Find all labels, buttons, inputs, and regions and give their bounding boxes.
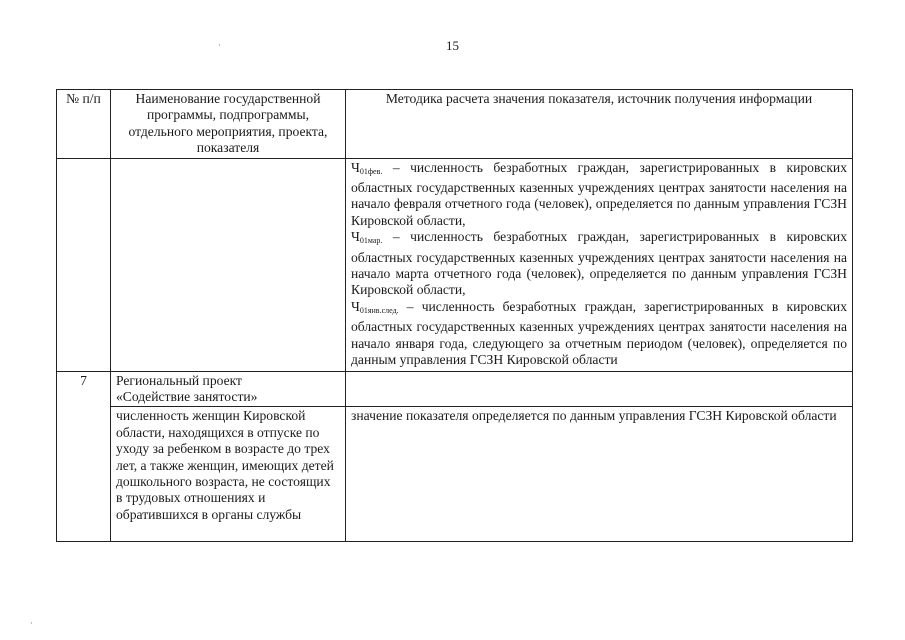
table-row <box>57 371 853 407</box>
project-title-line: Региональный проект <box>116 372 242 388</box>
header-number: № п/п <box>57 90 111 159</box>
indicator-table <box>56 89 853 542</box>
scan-artifact: · <box>218 40 221 50</box>
scan-artifact: · <box>30 618 33 628</box>
header-name: Наименование государственной программы, подпрограммы, отдельного мероприятия, проекта, показателя <box>111 90 346 159</box>
cell-name <box>111 371 346 407</box>
definition-jan-next: $Ч_{01янв.след.}$ – численность безработных граждан, зарегистрированных в кировских областных государственных казенных учреждениях центрах занятости населения на начало января года, следующего за отчетным периодом (человек), определяется по данным управления ГСЗН Кировской области <box>351 298 847 368</box>
cell-name <box>111 158 346 371</box>
cell-number <box>57 158 111 371</box>
header-method: Методика расчета значения показателя, источник получения информации <box>346 90 853 159</box>
table-row <box>57 407 853 542</box>
table-header-row <box>57 90 853 159</box>
definition-mar: $Ч_{01мар.}$ – численность безработных граждан, зарегистрированных в кировских областных государственных казенных учреждениях центрах занятости населения на начало марта отчетного года (человек), определяется по данным управления ГСЗН Кировской области, <box>351 229 847 298</box>
cell-method: значение показателя определяется по данным управления ГСЗН Кировской области <box>346 407 853 542</box>
cell-method <box>346 371 853 407</box>
page-number: 15 <box>446 38 459 53</box>
cell-name: численность женщин Кировской области, находящихся в отпуске по уходу за ребенком в возрасте до трех лет, а также женщин, имеющих детей дошкольного возраста, не состоящих в трудовых отношениях и обратившихся в органы службы <box>111 407 346 542</box>
cell-method <box>346 158 853 371</box>
definition-feb: $Ч_{01фев.}$ – численность безработных граждан, зарегистрированных в кировских областных государственных казенных учреждениях центрах занятости населения на начало февраля отчетного года (человек), определяется по данным управления ГСЗН Кировской области, <box>351 159 847 228</box>
table-row <box>57 158 853 371</box>
project-title-line: «Содействие занятости» <box>116 389 258 405</box>
cell-number: 7 <box>57 371 111 542</box>
